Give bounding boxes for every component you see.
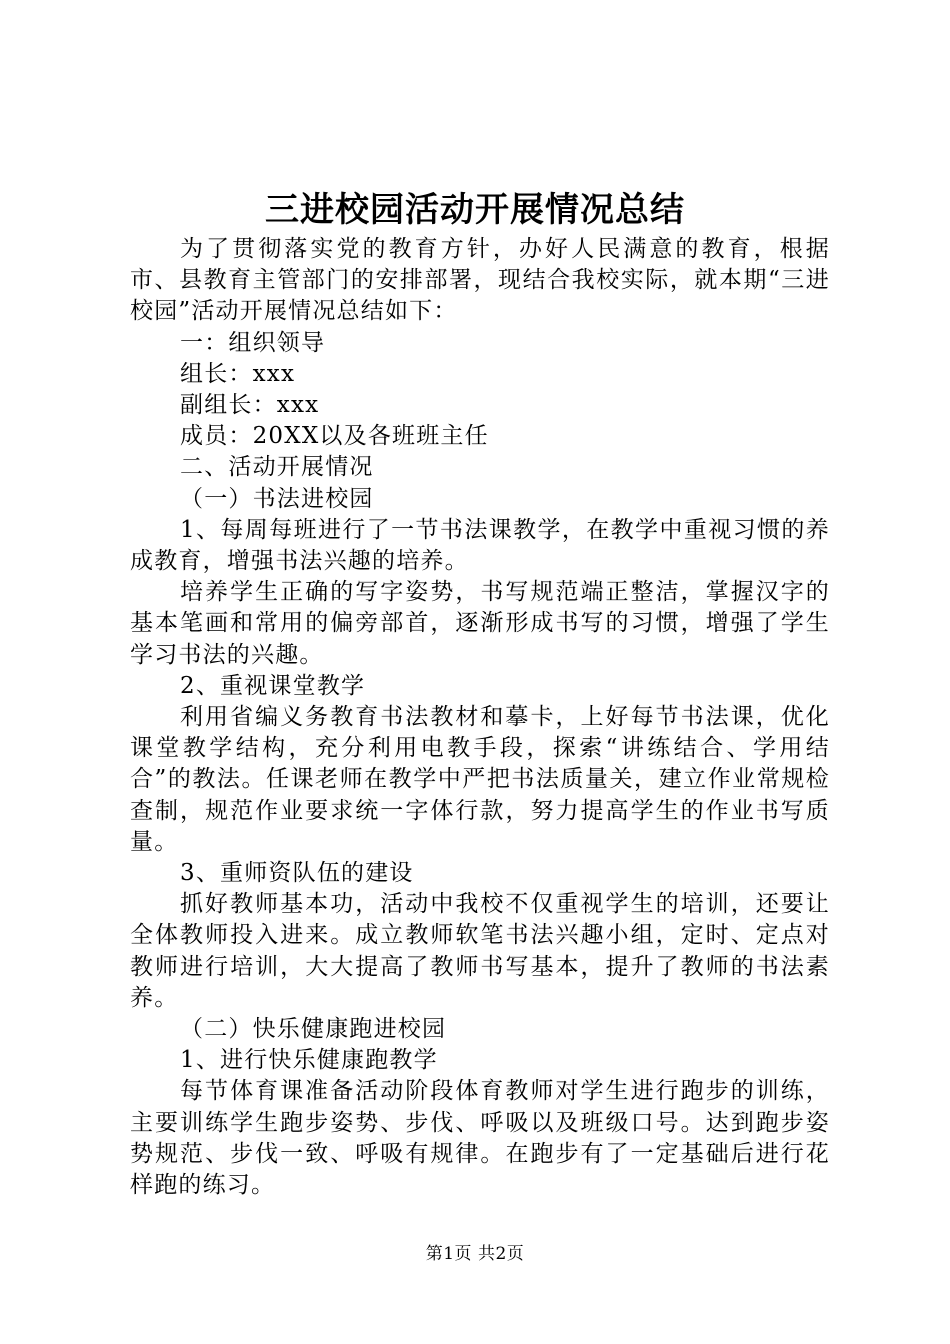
- paragraph-running-training: 每节体育课准备活动阶段体育教师对学生进行跑步的训练，主要训练学生跑步姿势、步伐、呼吸以及班级口号。达到跑步姿势规范、步伐一致、呼吸有规律。在跑步有了一定基础后进行花样跑的练习。: [130, 1078, 830, 1199]
- subheading-running: （二）快乐健康跑进校园: [180, 1016, 447, 1043]
- paragraph-weekly-class: 1、每周每班进行了一节书法课教学，在教学中重视习惯的养成教育，增强书法兴趣的培养。: [130, 516, 830, 575]
- paragraph-intro: 为了贯彻落实党的教育方针，办好人民满意的教育，根据市、县教育主管部门的安排部署，现结合我校实际，就本期“三进校园”活动开展情况总结如下：: [130, 236, 830, 325]
- document-body: [130, 234, 830, 1201]
- members-line: 成员：20XX以及各班班主任: [180, 423, 489, 450]
- paragraph-classroom-teaching: 利用省编义务教育书法教材和摹卡，上好每节书法课，优化课堂教学结构，充分利用电教手段，探索“讲练结合、学用结合”的教法。任课老师在教学中严把书法质量关，建立作业常规检查制，规范作业要求统一字体行款，努力提高学生的作业书写质量。: [130, 704, 830, 855]
- subheading-classroom-teaching: 2、重视课堂教学: [180, 672, 366, 699]
- subheading-teacher-team: 3、重师资队伍的建设: [180, 860, 414, 887]
- document-title: 三进校园活动开展情况总结: [265, 190, 685, 230]
- subheading-calligraphy: （一）书法进校园: [180, 485, 374, 512]
- deputy-leader-line: 副组长：xxx: [180, 392, 320, 419]
- heading-organization: 一：组织领导: [180, 329, 326, 356]
- leader-line: 组长：xxx: [180, 360, 296, 387]
- paragraph-writing-posture: 培养学生正确的写字姿势，书写规范端正整洁，掌握汉字的基本笔画和常用的偏旁部首，逐渐形成书写的习惯，增强了学生学习书法的兴趣。: [130, 579, 830, 668]
- subheading-running-teaching: 1、进行快乐健康跑教学: [180, 1047, 438, 1074]
- heading-activities: 二、活动开展情况: [180, 454, 374, 481]
- page-number-footer: 第1页 共2页: [425, 1244, 525, 1264]
- paragraph-teacher-training: 抓好教师基本功，活动中我校不仅重视学生的培训，还要让全体教师投入进来。成立教师软笔书法兴趣小组，定时、定点对教师进行培训，大大提高了教师书写基本，提升了教师的书法素养。: [130, 891, 830, 1011]
